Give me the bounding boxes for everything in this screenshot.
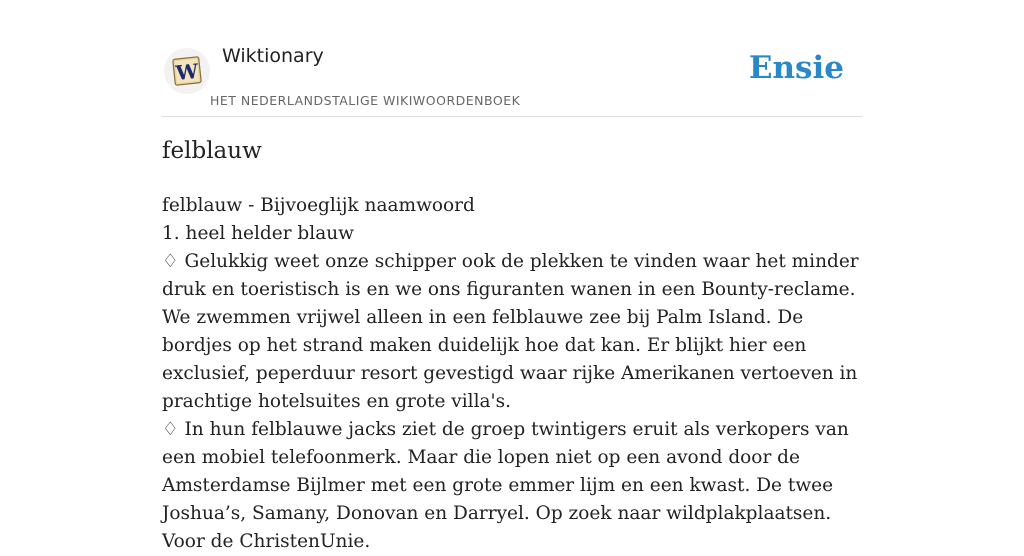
ensie-brand-link[interactable]: Ensie	[748, 50, 844, 86]
site-name[interactable]: Wiktionary	[222, 45, 324, 67]
wiktionary-logo-icon[interactable]	[164, 48, 210, 94]
logo-letter: W	[174, 58, 200, 86]
site-header	[162, 0, 862, 117]
entry-definition: 1. heel helder blauw	[162, 223, 354, 244]
example-sentence-2: ♢ In hun felblauwe jacks ziet de groep twintigers eruit als verkopers van een mobiel telefoonmerk. Maar die lopen niet op een avond door de Amsterdamse Bijlmer met een grote emmer lijm en een kwast. De twee Joshua’s, Samany, Donovan en Darryel. Op zoek naar wildplakplaatsen. Voor de ChristenUnie.	[162, 419, 849, 552]
entry-content	[162, 192, 862, 556]
example-sentence-1: ♢ Gelukkig weet onze schipper ook de plekken te vinden waar het minder druk en toeristisch is en we ons figuranten wanen in een Bounty-reclame. We zwemmen vrijwel alleen in een felblauwe zee bij Palm Island. De bordjes op het strand maken duidelijk hoe dat kan. Er blijkt hier een exclusief, peperduur resort gevestigd waar rijke Amerikanen vertoeven in prachtige hotelsuites en grote villa's.	[162, 251, 859, 412]
site-tagline: HET NEDERLANDSTALIGE WIKIWOORDENBOEK	[210, 93, 521, 108]
page-title: felblauw	[162, 138, 262, 164]
wiktionary-tile-icon	[169, 53, 205, 89]
entry-heading: felblauw - Bijvoeglijk naamwoord	[162, 195, 475, 216]
